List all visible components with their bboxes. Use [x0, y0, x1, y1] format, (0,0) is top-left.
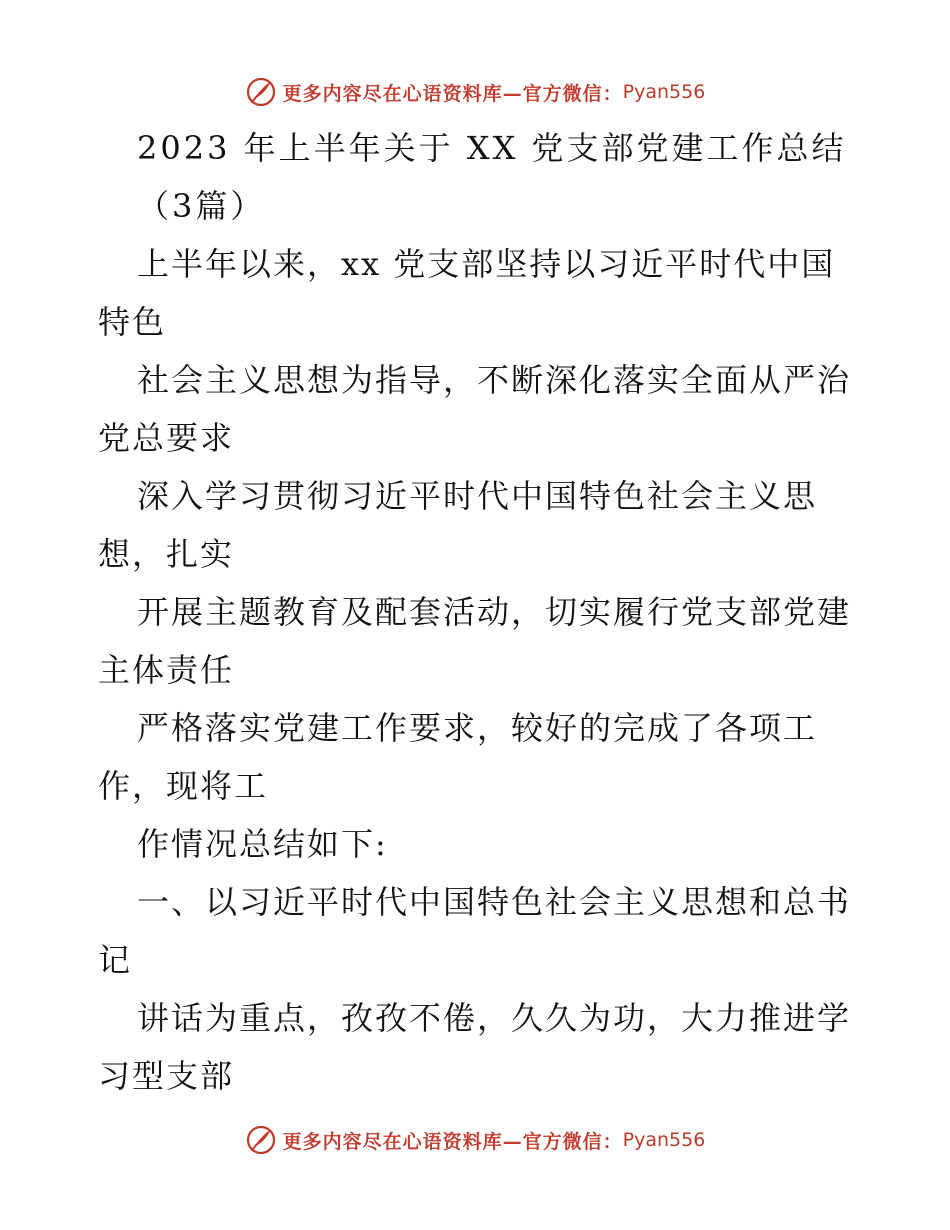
- paragraph-line: 作情况总结如下:: [137, 825, 388, 863]
- paragraph-line: 讲话为重点，孜孜不倦，久久为功，大力推进学: [137, 999, 852, 1037]
- paragraph-wrap: 记: [98, 941, 133, 979]
- paragraph-wrap: 主体责任: [98, 651, 235, 689]
- watermark-text: 更多内容尽在心语资料库—官方微信：: [282, 82, 623, 105]
- paragraph-line: 开展主题教育及配套活动，切实履行党支部党建: [137, 593, 852, 631]
- footer-watermark: [0, 1120, 950, 1160]
- paragraph-wrap: 党总要求: [98, 419, 235, 457]
- paragraph-wrap: 想，扎实: [98, 535, 235, 573]
- quill-seal-icon: [245, 1124, 277, 1156]
- paragraph-line: 一、以习近平时代中国特色社会主义思想和总书: [137, 883, 852, 921]
- paragraph-line: 上半年以来，xx 党支部坚持以习近平时代中国: [137, 245, 836, 283]
- watermark-text: 更多内容尽在心语资料库—官方微信：: [282, 1130, 623, 1153]
- paragraph-line: 社会主义思想为指导，不断深化落实全面从严治: [137, 361, 852, 399]
- paragraph-wrap: 习型支部: [98, 1057, 235, 1095]
- paragraph-line: 深入学习贯彻习近平时代中国特色社会主义思: [137, 477, 818, 515]
- watermark-wechat-id: Pyan556: [622, 81, 706, 103]
- paragraph-line: 严格落实党建工作要求，较好的完成了各项工: [137, 709, 818, 747]
- paragraph-wrap: 特色: [98, 303, 167, 341]
- document-subtitle: （3篇）: [137, 187, 266, 225]
- paragraph-wrap: 作，现将工: [98, 767, 269, 805]
- document-title: 2023 年上半年关于 XX 党支部党建工作总结: [137, 129, 847, 167]
- watermark-wechat-id: Pyan556: [622, 1129, 706, 1151]
